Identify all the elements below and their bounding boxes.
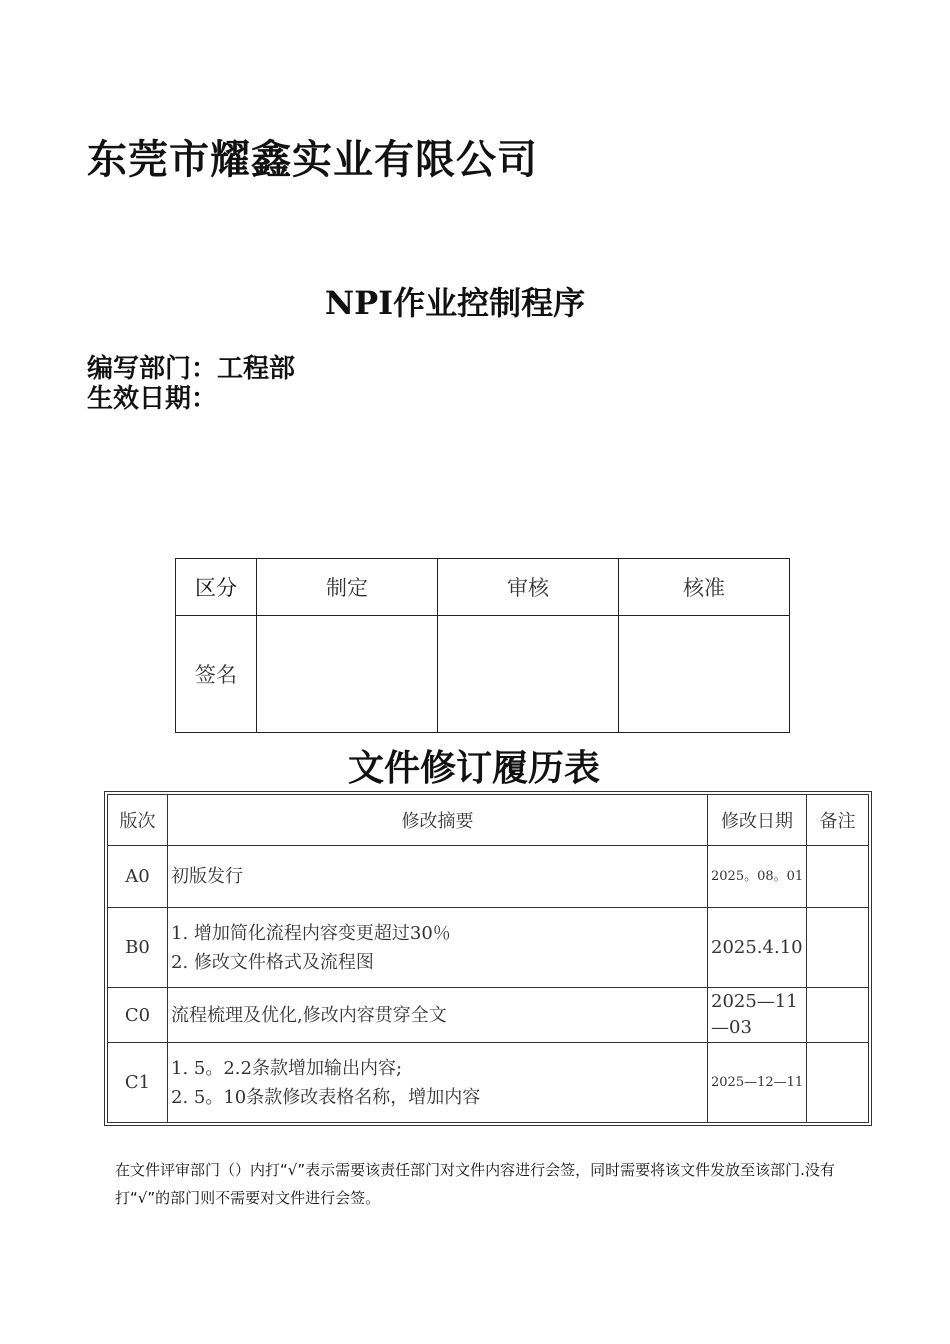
row-summary <box>168 908 708 988</box>
sign-header-reviewed: 审核 <box>438 559 619 616</box>
summary-line: 流程梳理及优化,修改内容贯穿全文 <box>171 1004 447 1026</box>
countersign-note: 在文件评审部门（）内打“√”表示需要该责任部门对文件内容进行会签，同时需要将该文件发放至该部门.没有打“√”的部门则不需要对文件进行会签。 <box>115 1161 835 1207</box>
header-date: 修改日期 <box>708 795 807 846</box>
row-remark <box>807 1043 869 1123</box>
summary-line: 1. 5。2.2条款增加输出内容; <box>171 1057 403 1079</box>
revision-table <box>107 794 869 1123</box>
row-remark <box>807 988 869 1043</box>
row-date: 2025—11—03 <box>708 988 807 1043</box>
dept-value: 工程部 <box>217 354 296 384</box>
summary-line: 2. 5。10条款修改表格名称，增加内容 <box>171 1086 481 1108</box>
dept-line <box>87 354 295 384</box>
table-row <box>108 908 869 988</box>
row-version: C1 <box>108 1043 168 1123</box>
header-summary: 修改摘要 <box>168 795 708 846</box>
row-date: 2025.4.10 <box>708 908 807 988</box>
row-summary <box>168 1043 708 1123</box>
company-name: 东莞市耀鑫实业有限公司 <box>87 137 538 183</box>
document-title: NPI作业控制程序 <box>324 284 586 322</box>
signature-table <box>175 558 790 733</box>
sign-cell-reviewed[interactable] <box>438 616 619 733</box>
header-remark: 备注 <box>807 795 869 846</box>
table-row <box>108 1043 869 1123</box>
sign-header-approved: 核准 <box>619 559 790 616</box>
row-remark <box>807 908 869 988</box>
sign-header-prepared: 制定 <box>257 559 438 616</box>
sign-cell-approved[interactable] <box>619 616 790 733</box>
row-summary <box>168 988 708 1043</box>
row-summary <box>168 846 708 908</box>
row-date: 2025。08。01 <box>708 846 807 908</box>
dept-label: 编写部门： <box>87 354 218 384</box>
summary-line: 初版发行 <box>171 866 243 887</box>
sign-cell-prepared[interactable] <box>257 616 438 733</box>
sign-header-category: 区分 <box>176 559 257 616</box>
row-remark <box>807 846 869 908</box>
header-version: 版次 <box>108 795 168 846</box>
summary-line: 2. 修改文件格式及流程图 <box>171 951 374 973</box>
row-version: B0 <box>108 908 168 988</box>
table-row <box>108 988 869 1043</box>
row-version: C0 <box>108 988 168 1043</box>
row-version: A0 <box>108 846 168 908</box>
effective-date-label: 生效日期： <box>87 384 218 414</box>
effective-date-line <box>87 384 217 414</box>
table-header-row <box>108 795 869 846</box>
revision-table-frame <box>104 791 872 1126</box>
summary-line: 1. 增加简化流程内容变更超过30％ <box>171 922 451 944</box>
revision-history-title: 文件修订履历表 <box>347 748 600 789</box>
table-row <box>108 846 869 908</box>
row-date: 2025—12—11 <box>708 1043 807 1123</box>
sign-row-label: 签名 <box>176 616 257 733</box>
